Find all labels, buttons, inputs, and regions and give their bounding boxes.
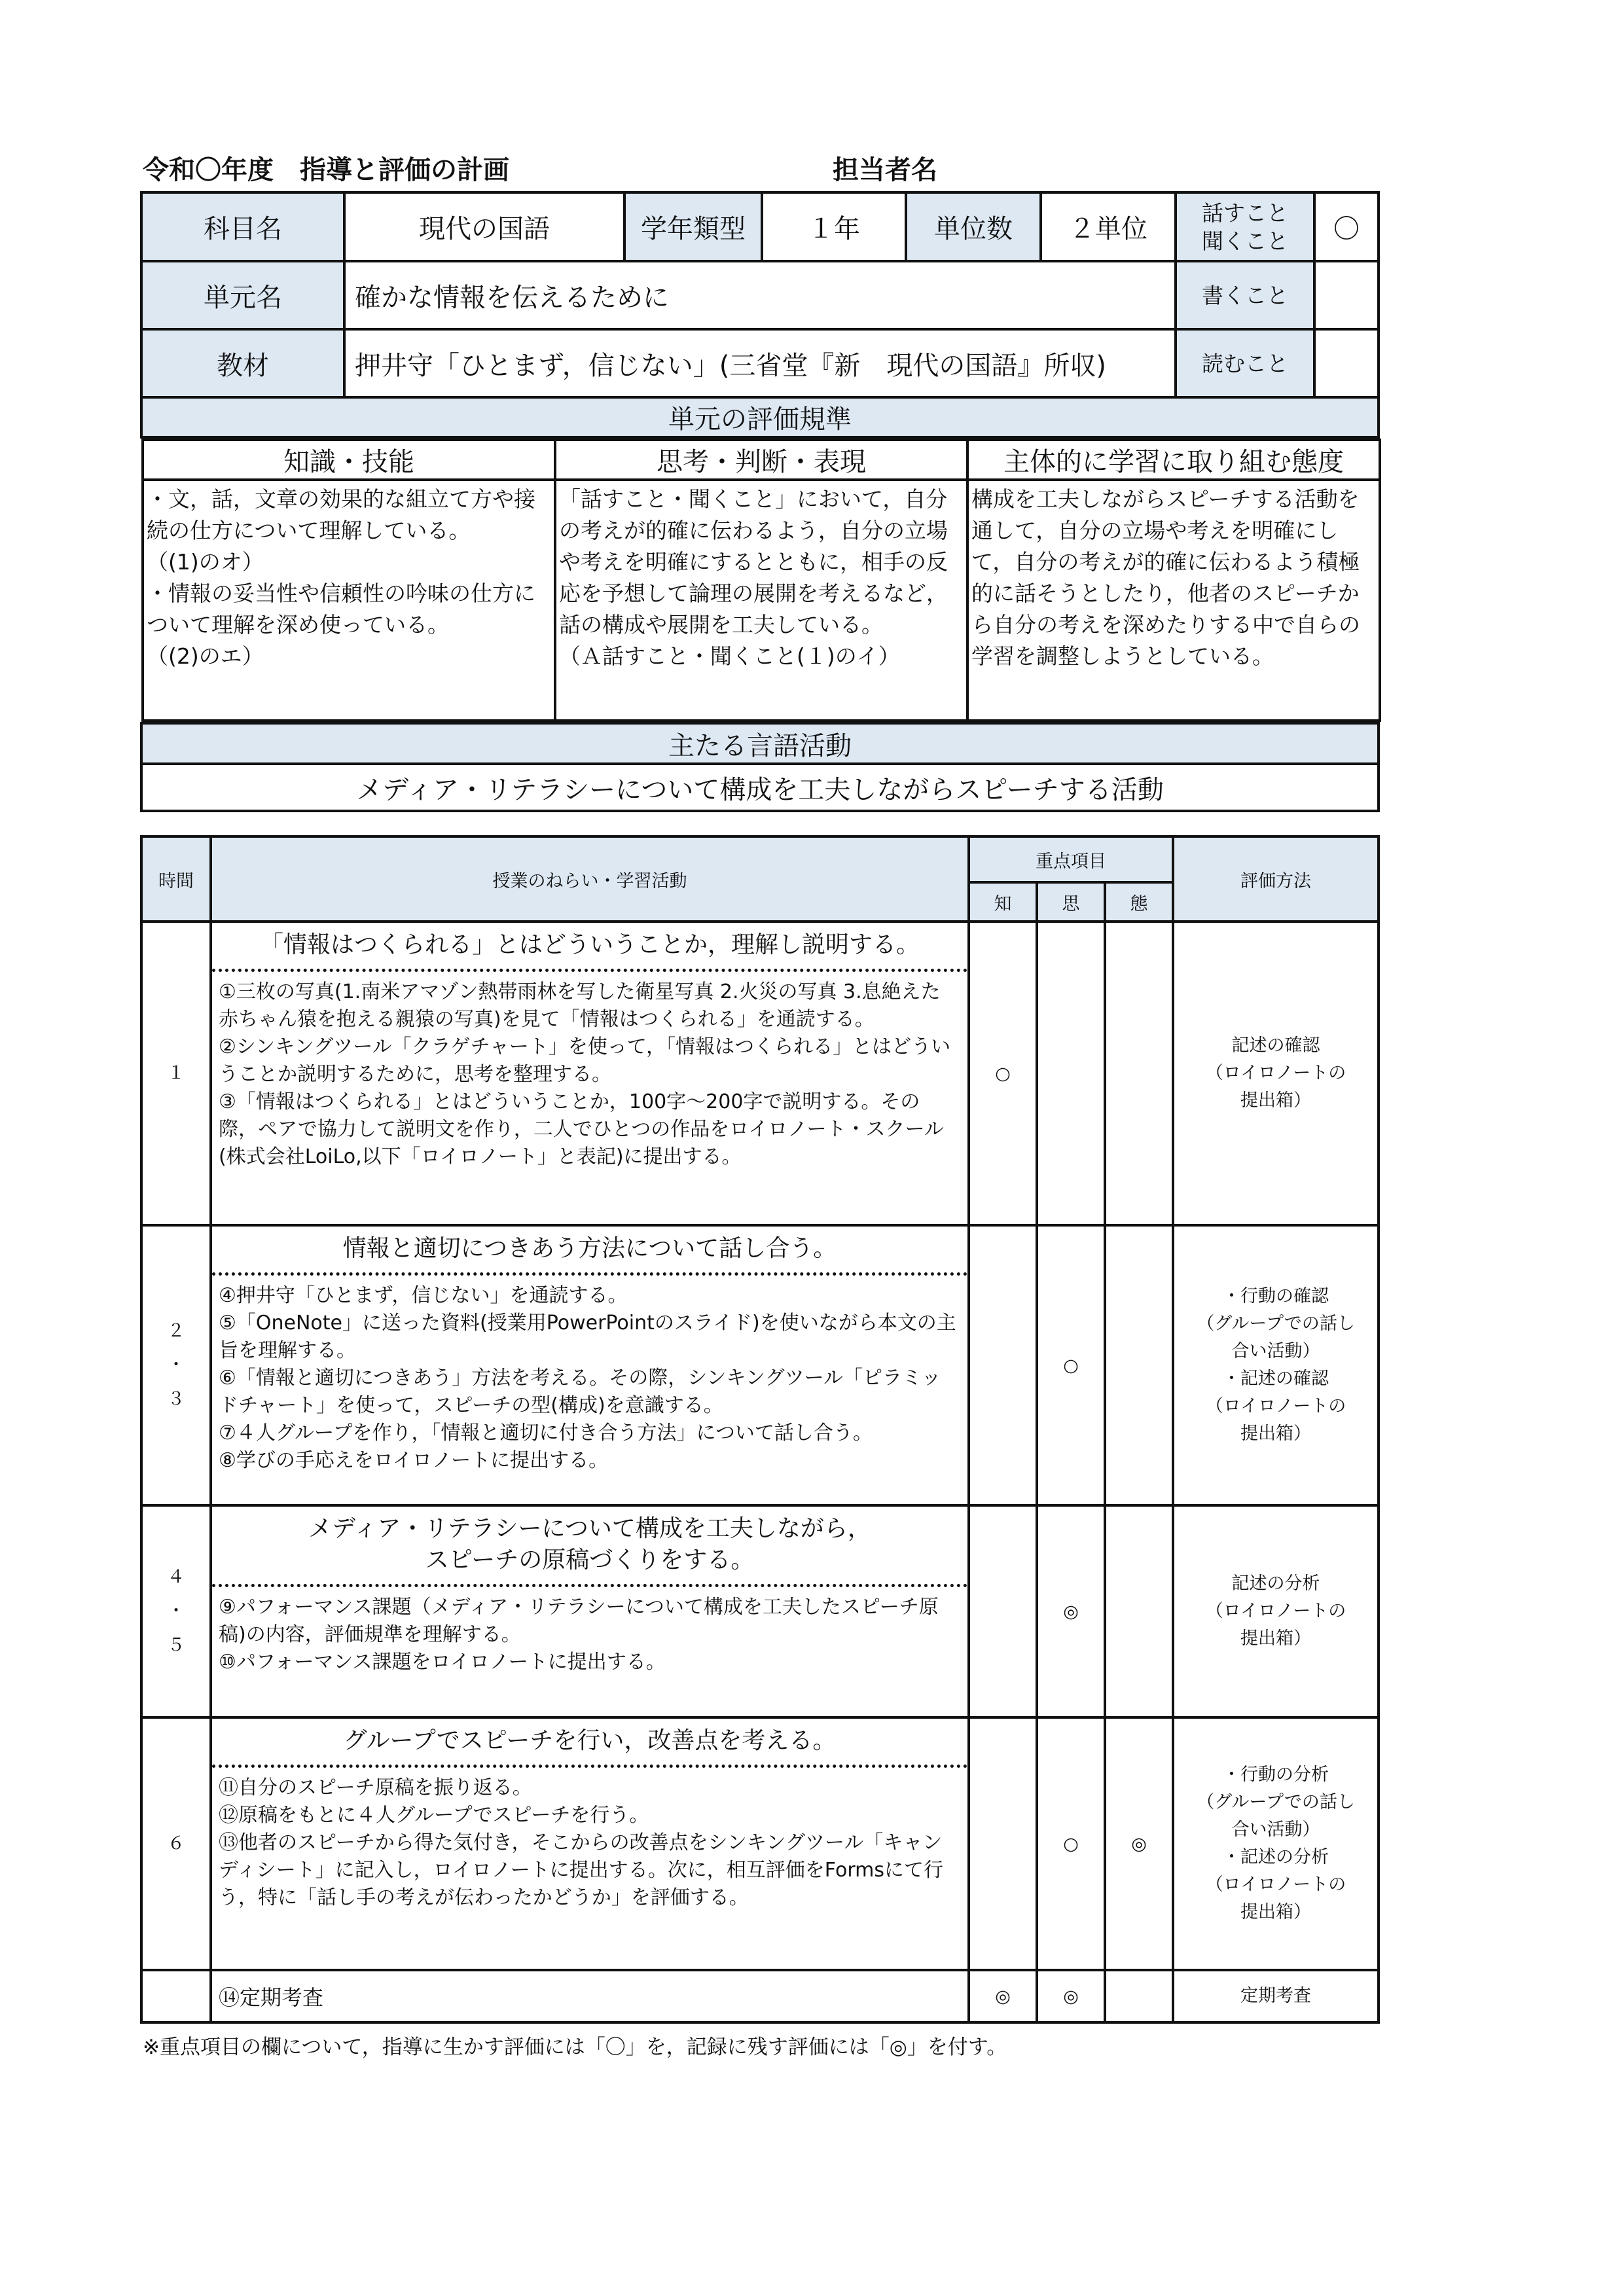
activity-title: 主たる言語活動 [141,723,1379,764]
lesson-time: ４ ・ ５ [141,1505,211,1717]
criteria-text-thinking: 「話すこと・聞くこと」において，自分の考えが的確に伝わるよう，自分の立場や考えを明確にするとともに，相手の反応を予想して論理の展開を考えるなど，話の構成や展開を工夫している。 （Ａ話すこと・聞くこと(１)のイ） [555,480,967,721]
grade-label: 学年類型 [624,192,762,261]
evaluation-method: 定期考査 [1173,1970,1379,2022]
evaluation-method: 記述の分析 （ロイロノートの 提出箱） [1173,1505,1379,1717]
lesson-row [141,1505,1379,1717]
lesson-activities: ⑨パフォーマンス課題（メディア・リテラシーについて構成を工夫したスピーチ原稿)の内容，評価規準を理解する。 ⑩パフォーマンス課題をロイロノートに提出する。 [219,1596,939,1674]
lesson-activities: ④押井守「ひとまず，信じない」を通読する。 ⑤「OneNote」に送った資料(授業用PowerPointのスライド)を使いながら本文の主旨を理解する。 ⑥「情報と適切につきあう」方法を考える。その際，シンキングツール「ピラミッドチャート」を使って，スピーチの型(構成)を意識する。 ⑦４人グループを作り，「情報と適切に付き合う方法」について話し合う。 ⑧学びの手応えをロイロノートに提出する。 [219,1284,956,1472]
material-value: 押井守「ひとまず，信じない」(三省堂『新 現代の国語』所収) [344,329,1176,397]
lesson-row [141,922,1379,1225]
teacher-label: 担当者名 [833,155,937,185]
evaluation-method: ・行動の確認 （グループでの話し 合い活動） ・記述の確認 （ロイロノートの 提出箱） [1173,1225,1379,1505]
criteria-title: 単元の評価規準 [141,397,1379,437]
unit-value: 確かな情報を伝えるために [344,261,1176,329]
units-label: 単位数 [906,192,1041,261]
focus-attitude [1105,1970,1173,2022]
header-knowledge: 知 [969,882,1037,922]
focus-knowledge [969,1225,1037,1505]
evaluation-method: 記述の確認 （ロイロノートの 提出箱） [1173,922,1379,1225]
criteria-heading-knowledge: 知識・技能 [143,440,555,480]
page-title: 令和〇年度 指導と評価の計画 [143,155,509,185]
focus-thinking: ◎ [1037,1505,1105,1717]
criteria-heading-thinking: 思考・判断・表現 [555,440,967,480]
lesson-title: メディア・リテラシーについて構成を工夫しながら， スピーチの原稿づくりをする。 [212,1507,967,1587]
lesson-time [141,1970,211,2022]
header-attitude: 態 [1105,882,1173,922]
focus-thinking [1037,922,1105,1225]
focus-knowledge: ○ [969,922,1037,1225]
lesson-time: ６ [141,1717,211,1970]
material-label: 教材 [141,329,344,397]
criteria-text-attitude: 構成を工夫しながらスピーチする活動を通して，自分の立場や考えを明確にして，自分の考えが的確に伝わるよう積極的に話そうとしたり，他者のスピーチから自分の考えを深めたりする中で自らの学習を調整しようとしている。 [967,480,1380,721]
lesson-title: グループでスピーチを行い，改善点を考える。 [212,1719,967,1768]
lesson-title: 情報と適切につきあう方法について話し合う。 [212,1227,967,1276]
focus-thinking: ○ [1037,1717,1105,1970]
area-writing-mark [1314,261,1379,329]
area-reading-label: 読むこと [1176,329,1314,397]
area-writing-label: 書くこと [1176,261,1314,329]
focus-knowledge: ◎ [969,1970,1037,2022]
unit-label: 単元名 [141,261,344,329]
summary-table [140,191,1380,812]
header-method: 評価方法 [1173,836,1379,922]
focus-knowledge [969,1505,1037,1717]
footnote: ※重点項目の欄について，指導に生かす評価には「〇」を，記録に残す評価には「◎」を付す。 [143,2036,1007,2059]
subject-value: 現代の国語 [344,192,624,261]
area-reading-mark [1314,329,1379,397]
lesson-time: １ [141,922,211,1225]
criteria-grid [141,439,1381,722]
lesson-row [141,1717,1379,1970]
lesson-title: 「情報はつくられる」とはどういうことか，理解し説明する。 [212,923,967,972]
focus-thinking: ◎ [1037,1970,1105,2022]
exam-label: ⑭定期考査 [211,1970,969,2022]
units-value: ２単位 [1041,192,1176,261]
lesson-activities: ⑪自分のスピーチ原稿を振り返る。 ⑫原稿をもとに４人グループでスピーチを行う。 ⑬他者のスピーチから得た気付き，そこからの改善点をシンキングツール「キャンディシート」に記入し，ロイロノートに提出する。次に，相互評価をFormsにて行う，特に「話し手の考えが伝わったかどうか」を評価する。 [219,1776,944,1909]
lesson-row [141,1225,1379,1505]
header-time: 時間 [141,836,211,922]
criteria-text-knowledge: ・文，話，文章の効果的な組立て方や接続の仕方について理解している。 （(1)のオ） ・情報の妥当性や信頼性の吟味の仕方について理解を深め使っている。 （(2)のエ） [143,480,555,721]
header-thinking: 思 [1037,882,1105,922]
lesson-plan-table [140,835,1380,2024]
focus-knowledge [969,1717,1037,1970]
criteria-heading-attitude: 主体的に学習に取り組む態度 [967,440,1380,480]
focus-attitude [1105,1505,1173,1717]
grade-value: １年 [762,192,906,261]
focus-attitude [1105,1225,1173,1505]
lesson-time: ２ ・ ３ [141,1225,211,1505]
exam-row [141,1970,1379,2022]
area-speaking-label: 話すこと 聞くこと [1176,192,1314,261]
subject-label: 科目名 [141,192,344,261]
focus-attitude [1105,922,1173,1225]
area-speaking-mark: 〇 [1314,192,1379,261]
activity-text: メディア・リテラシーについて構成を工夫しながらスピーチする活動 [141,764,1379,811]
header-focus: 重点項目 [969,836,1173,882]
evaluation-method: ・行動の分析 （グループでの話し 合い活動） ・記述の分析 （ロイロノートの 提出箱） [1173,1717,1379,1970]
lesson-activities: ①三枚の写真(1.南米アマゾン熱帯雨林を写した衛星写真 2.火災の写真 3.息絶えた赤ちゃん猿を抱える親猿の写真)を見て「情報はつくられる」を通読する。 ②シンキングツール「クラゲチャート」を使って，「情報はつくられる」とはどういうことか説明するために，思考を整理する。 ③「情報はつくられる」とはどういうことか，100字～200字で説明する。その際，ペアで協力して説明文を作り，二人でひとつの作品をロイロノート・スクール(株式会社LoiLo,以下「ロイロノート」と表記)に提出する。 [219,980,951,1168]
header-aims: 授業のねらい・学習活動 [211,836,969,922]
focus-attitude: ◎ [1105,1717,1173,1970]
focus-thinking: ○ [1037,1225,1105,1505]
